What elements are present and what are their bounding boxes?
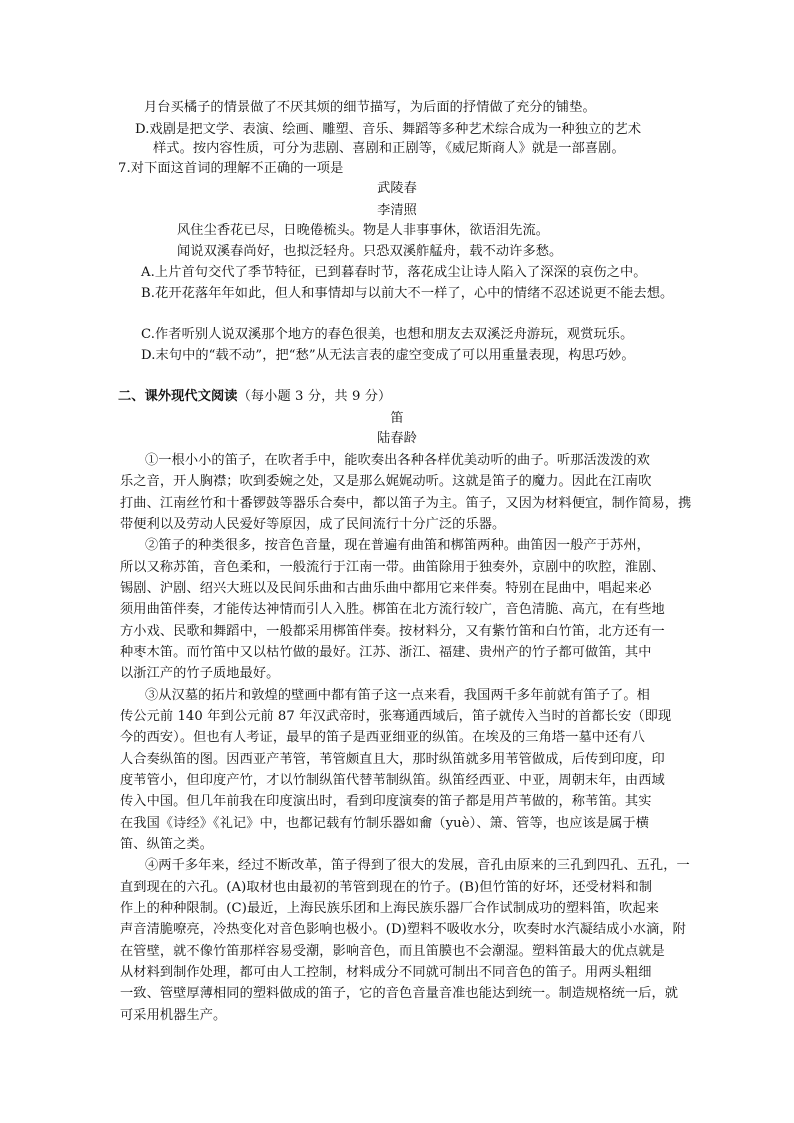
- poem-title: 武陵春: [377, 181, 417, 196]
- poem-author: 李清照: [377, 203, 417, 218]
- q7-option-a: A.上片首句交代了季节特征，已到暮春时节，落花成尘让诗人陷入了深深的哀伤之中。: [141, 265, 647, 280]
- p3-line: 传公元前 140 年到公元前 87 年汉武帝时，张骞通西域后，笛子就传入当时的首都长安（即现: [120, 709, 672, 724]
- section-2-heading: [118, 388, 391, 406]
- p1-line: 乐之音，开人胸襟；吹到委婉之处，又是那么娓娓动听。这就是笛子的魔力。因此在江南吹: [120, 474, 652, 489]
- poem-line-2: 闻说双溪春尚好，也拟泛轻舟。只恐双溪舴艋舟，载不动许多愁。: [177, 244, 563, 259]
- p3-line: 传入中国。但几年前我在印度演出时，看到印度演奏的笛子都是用芦苇做的，称苇笛。其实: [120, 794, 652, 809]
- p2-line: 以浙江产的竹子质地最好。: [120, 666, 280, 681]
- q7-option-b: B.花开花落年年如此，但人和事情却与以前大不一样了，心中的情绪不忍述说更不能去想。: [141, 286, 674, 301]
- article-author: 陆春龄: [377, 431, 417, 446]
- section-2-heading-scoring: （每小题 3 分，共 9 分）: [237, 389, 392, 404]
- p3-line: 人合奏纵笛的图。因西亚产苇管，苇管颇直且大，那时纵笛就多用苇管做成，后传到印度，印: [120, 752, 665, 767]
- p3-line: 今的西安）。但也有人考证，最早的笛子是西亚细亚的纵笛。在埃及的三角塔一墓中还有八: [120, 730, 645, 745]
- q6-option-c-tail: 月台买橘子的情景做了不厌其烦的细节描写，为后面的抒情做了充分的铺垫。: [144, 100, 596, 115]
- p4-line: 声音清脆嘹亮，冷热变化对音色影响也极小。(D)塑料不吸收水分，吹奏时水汽凝结成小水滴，附: [120, 922, 686, 937]
- p1-line: ①一根小小的笛子，在吹者手中，能吹奏出各种各样优美动听的曲子。听那活泼泼的欢: [145, 453, 650, 468]
- p3-line: 度苇管小，但印度产竹，才以竹制纵笛代替苇制纵笛。纵笛经西亚、中亚，周朝末年，由西域: [120, 773, 665, 788]
- p4-line: 直到现在的六孔。(A)取材也由最初的苇管到现在的竹子。(B)但竹笛的好坏，还受材料和制: [120, 880, 653, 895]
- p1-line: 打曲、江南丝竹和十番锣鼓等器乐合奏中，都以笛子为主。笛子，又因为材料便宜，制作简易，携: [120, 496, 692, 511]
- p4-line: ④两千多年来，经过不断改革，笛子得到了很大的发展，音孔由原来的三孔到四孔、五孔，一: [145, 858, 690, 873]
- p4-line: 可采用机器生产。: [120, 1008, 227, 1023]
- p4-line: 一致、管壁厚薄相同的塑料做成的笛子，它的音色音量音准也能达到统一。制造规格统一后，就: [120, 986, 679, 1001]
- q7-option-d: D.末句中的“载不动”，把“愁”从无法言表的虚空变成了可以用重量表现，构思巧妙。: [141, 348, 635, 363]
- poem-line-1: 风住尘香花已尽，日晚倦梳头。物是人非事事休，欲语泪先流。: [177, 223, 550, 238]
- q7-option-c: C.作者听别人说双溪那个地方的春色很美，也想和朋友去双溪泛舟游玩，观赏玩乐。: [141, 327, 634, 342]
- p3-line: 在我国《诗经》《礼记》中，也都记载有竹制乐器如龠（yuè）、箫、管等，也应该是属于横: [120, 816, 650, 831]
- p4-line: 从材料到制作处理，都可由人工控制，材料成分不同就可制出不同音色的笛子。用两头粗细: [120, 965, 652, 980]
- q6-option-d-line2: 样式。按内容性质，可分为悲剧、喜剧和正剧等，《威尼斯商人》就是一部喜剧。: [153, 141, 625, 156]
- article-title: 笛: [390, 411, 404, 426]
- p2-line: 所以又称苏笛，音色柔和，一般流行于江南一带。曲笛除用于独奏外，京剧中的吹腔，淮剧、: [120, 560, 665, 575]
- p2-line: 种枣木笛。而竹笛中又以枯竹做的最好。江苏、浙江、福建、贵州产的竹子都可做笛，其中: [120, 645, 652, 660]
- q7-stem: 7.对下面这首词的理解不正确的一项是: [118, 161, 344, 176]
- q6-option-d-line1: D.戏剧是把文学、表演、绘画、雕塑、音乐、舞蹈等多种艺术综合成为一种独立的艺术: [135, 122, 642, 137]
- section-2-heading-label: 二、课外现代文阅读: [118, 389, 238, 404]
- p4-line: 在管壁，就不像竹笛那样容易受潮，影响音色，而且笛膜也不会潮湿。塑料笛最大的优点就是: [120, 944, 665, 959]
- p2-line: 须用曲笛伴奏，才能传达神情而引人入胜。梆笛在北方流行较广，音色清脆、高亢，在有些地: [120, 602, 665, 617]
- p3-line: ③从汉墓的拓片和敦煌的壁画中都有笛子这一点来看，我国两千多年前就有笛子了。相: [145, 688, 650, 703]
- p2-line: 方小戏、民歌和舞蹈中，一般都采用梆笛伴奏。按材料分，又有紫竹笛和白竹笛，北方还有一: [120, 624, 665, 639]
- p3-line: 笛、纵笛之类。: [120, 837, 214, 852]
- p2-line: 锡剧、沪剧、绍兴大班以及民间乐曲和古曲乐曲中都用它来伴奏。特别在昆曲中，唱起来必: [120, 581, 652, 596]
- p4-line: 作上的种种限制。(C)最近，上海民族乐团和上海民族乐器厂合作试制成功的塑料笛，吹起来: [120, 901, 659, 916]
- p1-line: 带便利以及劳动人民爱好等原因，成了民间流行十分广泛的乐器。: [120, 517, 506, 532]
- p2-line: ②笛子的种类很多，按音色音量，现在普遍有曲笛和梆笛两种。曲笛因一般产于苏州，: [145, 538, 650, 553]
